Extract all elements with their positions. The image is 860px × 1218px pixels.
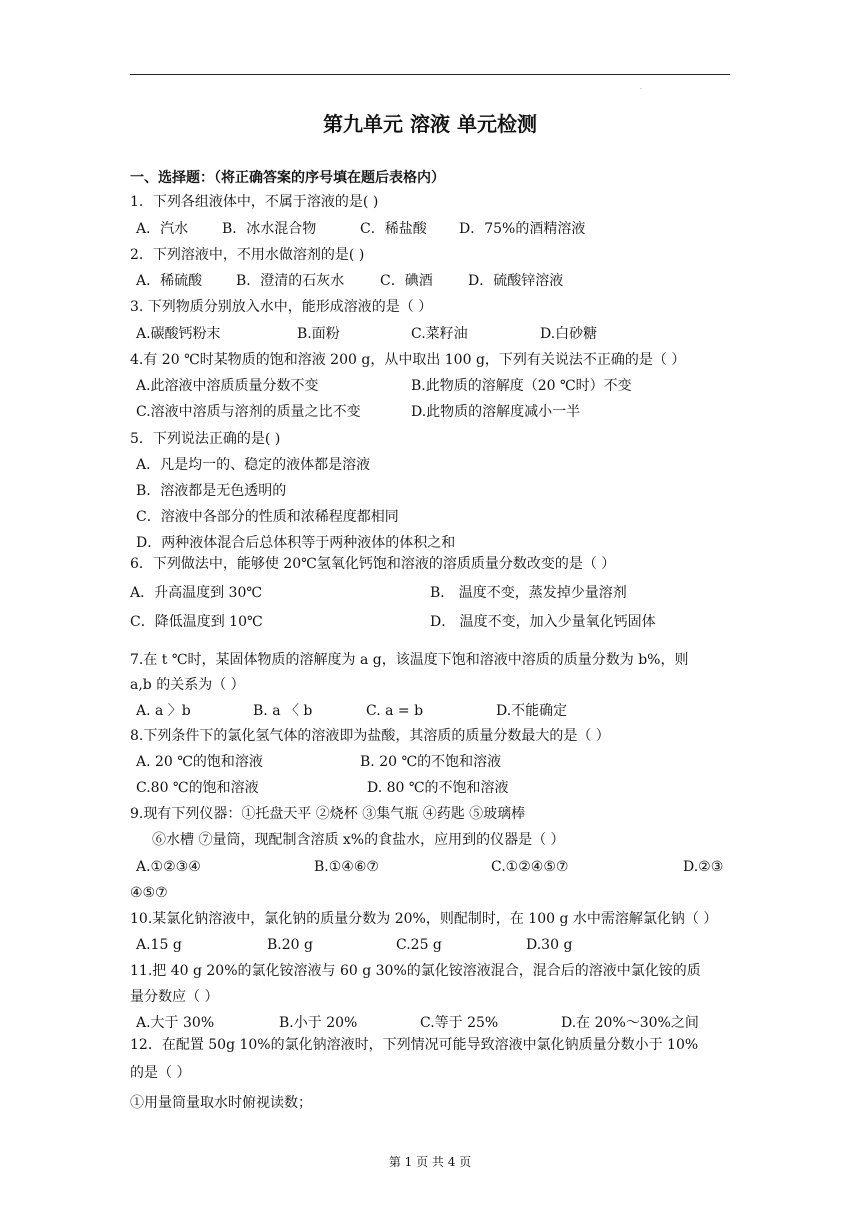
q7-stem-line1: 7.在 t ℃时，某固体物质的溶解度为 a g，该温度下饱和溶液中溶质的质量分数为 b%，则	[130, 652, 689, 668]
page-title: 第九单元 溶液 单元检测	[323, 112, 537, 136]
q8-stem: 8.下列条件下的氯化氢气体的溶液即为盐酸，其溶质的质量分数最大的是（ ）	[130, 728, 610, 744]
q9-option-a: A.①②③④	[136, 859, 201, 875]
q10-stem: 10.某氯化钠溶液中，氯化钠的质量分数为 20%，则配制时，在 100 g 水中需溶解氯化钠（ ）	[130, 911, 718, 927]
page-footer: 第 1 页 共 4 页	[388, 1155, 472, 1169]
q2-option-b: B．澄清的石灰水	[236, 273, 345, 289]
q1-option-c: C．稀盐酸	[360, 221, 427, 237]
q4-option-b: B.此物质的溶解度（20 ℃时）不变	[411, 378, 632, 394]
header-dot: ·	[640, 86, 642, 93]
q7-option-a: A. a 〉b	[136, 703, 191, 719]
q1-stem: 1．下列各组液体中，不属于溶液的是( )	[130, 194, 379, 210]
q5-option-d: D．两种液体混合后总体积等于两种液体的体积之和	[136, 535, 456, 551]
q7-option-c: C. a = b	[366, 703, 424, 719]
q9-stem-line2: ⑥水槽 ⑦量筒，现配制含溶质 x%的食盐水，应用到的仪器是（ ）	[152, 832, 565, 848]
q11-option-c: C.等于 25%	[420, 1015, 499, 1031]
q6-option-c: C．降低温度到 10℃	[130, 614, 263, 630]
q7-stem-line2: a,b 的关系为（ ）	[130, 677, 245, 693]
q4-option-d: D.此物质的溶解度减小一半	[411, 404, 581, 420]
q1-option-a: A．汽水	[136, 221, 189, 237]
q3-option-b: B.面粉	[297, 326, 340, 342]
q9-option-b: B.①④⑥⑦	[314, 859, 379, 875]
q8-option-a: A. 20 ℃的饱和溶液	[136, 754, 263, 770]
q1-option-b: B．冰水混合物	[222, 221, 317, 237]
q2-stem: 2．下列溶液中，不用水做溶剂的是( )	[130, 247, 365, 263]
q5-option-c: C．溶液中各部分的性质和浓稀程度都相同	[136, 509, 399, 525]
q7-option-b: B. a 〈 b	[253, 703, 313, 719]
q12-stem-line1: 12．在配置 50g 10%的氯化钠溶液时，下列情况可能导致溶液中氯化钠质量分数小于 10%	[130, 1037, 699, 1053]
q2-option-c: C．碘酒	[380, 273, 433, 289]
q9-option-c: C.①②④⑤⑦	[491, 859, 569, 875]
q12-item-1: ①用量筒量取水时俯视读数；	[130, 1095, 312, 1111]
header-rule	[130, 74, 730, 75]
section-heading: 一、选择题：（将正确答案的序号填在题后表格内）	[130, 170, 445, 186]
q8-option-c: C.80 ℃的饱和溶液	[136, 780, 259, 796]
q5-stem: 5．下列说法正确的是( )	[130, 431, 281, 447]
q10-option-b: B.20 g	[267, 937, 313, 953]
q6-stem: 6．下列做法中，能够使 20℃氢氧化钙饱和溶液的溶质质量分数改变的是（ ）	[130, 556, 616, 572]
q7-option-d: D.不能确定	[496, 703, 568, 719]
q10-option-a: A.15 g	[136, 937, 182, 953]
q5-option-b: B．溶液都是无色透明的	[136, 483, 287, 499]
q6-option-b: B． 温度不变，蒸发掉少量溶剂	[430, 585, 627, 601]
q11-option-b: B.小于 20%	[279, 1015, 358, 1031]
q10-option-d: D.30 g	[526, 937, 573, 953]
q8-option-d: D. 80 ℃的不饱和溶液	[367, 780, 509, 796]
q3-option-a: A.碳酸钙粉末	[136, 326, 221, 342]
q8-option-b: B. 20 ℃的不饱和溶液	[360, 754, 502, 770]
q2-option-d: D．硫酸锌溶液	[468, 273, 564, 289]
q4-option-c: C.溶液中溶质与溶剂的质量之比不变	[136, 404, 361, 420]
q3-option-c: C.菜籽油	[411, 326, 468, 342]
q6-option-a: A．升高温度到 30℃	[130, 585, 263, 601]
q2-option-a: A．稀硫酸	[136, 273, 203, 289]
q11-option-d: D.在 20%～30%之间	[561, 1015, 699, 1031]
q9-stem-line1: 9.现有下列仪器：①托盘天平 ②烧杯 ③集气瓶 ④药匙 ⑤玻璃棒	[130, 806, 526, 822]
q4-option-a: A.此溶液中溶质质量分数不变	[136, 378, 319, 394]
q6-option-d: D． 温度不变，加入少量氧化钙固体	[430, 614, 656, 630]
q4-stem: 4.有 20 ℃时某物质的饱和溶液 200 g，从中取出 100 g，下列有关说法不正确的是（ ）	[130, 352, 686, 368]
q11-stem-line1: 11.把 40 g 20%的氯化铵溶液与 60 g 30%的氯化铵溶液混合，混合后的溶液中氯化铵的质	[130, 963, 701, 979]
q9-option-d: D.②③	[683, 859, 724, 875]
q1-option-d: D．75%的酒精溶液	[459, 221, 586, 237]
q3-stem: 3. 下列物质分别放入水中，能形成溶液的是（ ）	[130, 299, 433, 315]
q12-stem-line2: 的是（ ）	[130, 1065, 191, 1081]
q10-option-c: C.25 g	[396, 937, 442, 953]
q3-option-d: D.白砂糖	[540, 326, 598, 342]
q5-option-a: A．凡是均一的、稳定的液体都是溶液	[136, 457, 371, 473]
q9-option-d-cont: ④⑤⑦	[130, 885, 168, 901]
q11-stem-line2: 量分数应（ ）	[130, 989, 219, 1005]
q11-option-a: A.大于 30%	[136, 1015, 215, 1031]
